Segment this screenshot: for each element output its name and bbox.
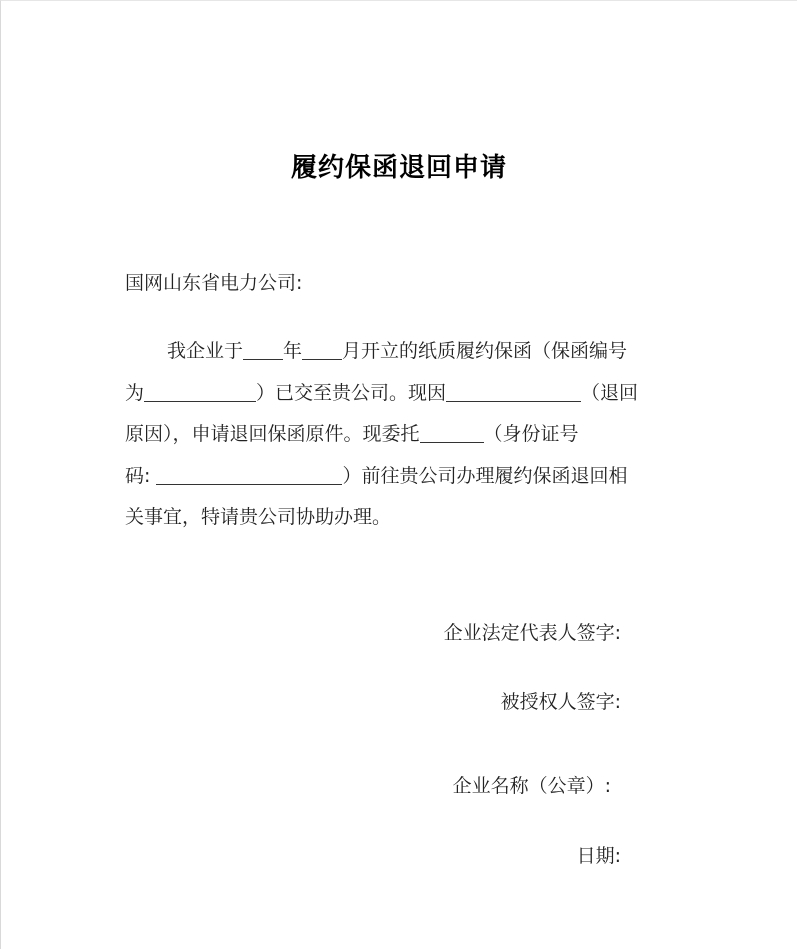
text-reason-apply: 原因），申请退回保函原件。现委托 bbox=[125, 423, 420, 445]
body-line-1 bbox=[125, 331, 680, 373]
text-wei: 为 bbox=[125, 381, 145, 404]
date-label: 日期: bbox=[576, 845, 621, 867]
blank-month bbox=[302, 339, 342, 360]
blank-guarantee-number bbox=[144, 381, 256, 402]
body-paragraph bbox=[125, 331, 680, 539]
text-id-number: （身份证号 bbox=[483, 423, 579, 445]
legal-rep-signature-label: 企业法定代表人签字: bbox=[443, 622, 621, 644]
blank-entrusted-person bbox=[420, 422, 484, 443]
text-year: 年 bbox=[283, 340, 303, 362]
body-line-5: 关事宜，特请贵公司协助办理。 bbox=[125, 506, 392, 528]
text-return: （退回 bbox=[581, 381, 639, 404]
body-line-3 bbox=[125, 414, 680, 456]
authorized-signature-label: 被授权人签字: bbox=[500, 691, 621, 713]
salutation: 国网山东省电力公司: bbox=[125, 272, 303, 294]
blank-return-reason bbox=[446, 381, 581, 402]
document-title: 履约保函退回申请 bbox=[290, 153, 507, 183]
company-name-seal-label: 企业名称（公章）: bbox=[452, 775, 611, 797]
blank-year bbox=[243, 339, 283, 360]
text-go-handle: ）前往贵公司办理履约保函退回相 bbox=[342, 464, 628, 487]
blank-id-number bbox=[156, 464, 342, 485]
body-line-4 bbox=[125, 456, 680, 498]
text-submitted: ）已交至贵公司。现因 bbox=[256, 381, 447, 404]
body-line-2 bbox=[125, 373, 680, 415]
text-enterprise-on: 我企业于 bbox=[167, 340, 244, 362]
text-month-issued: 月开立的纸质履约保函（保函编号 bbox=[342, 340, 628, 362]
text-code: 码: bbox=[125, 464, 151, 487]
